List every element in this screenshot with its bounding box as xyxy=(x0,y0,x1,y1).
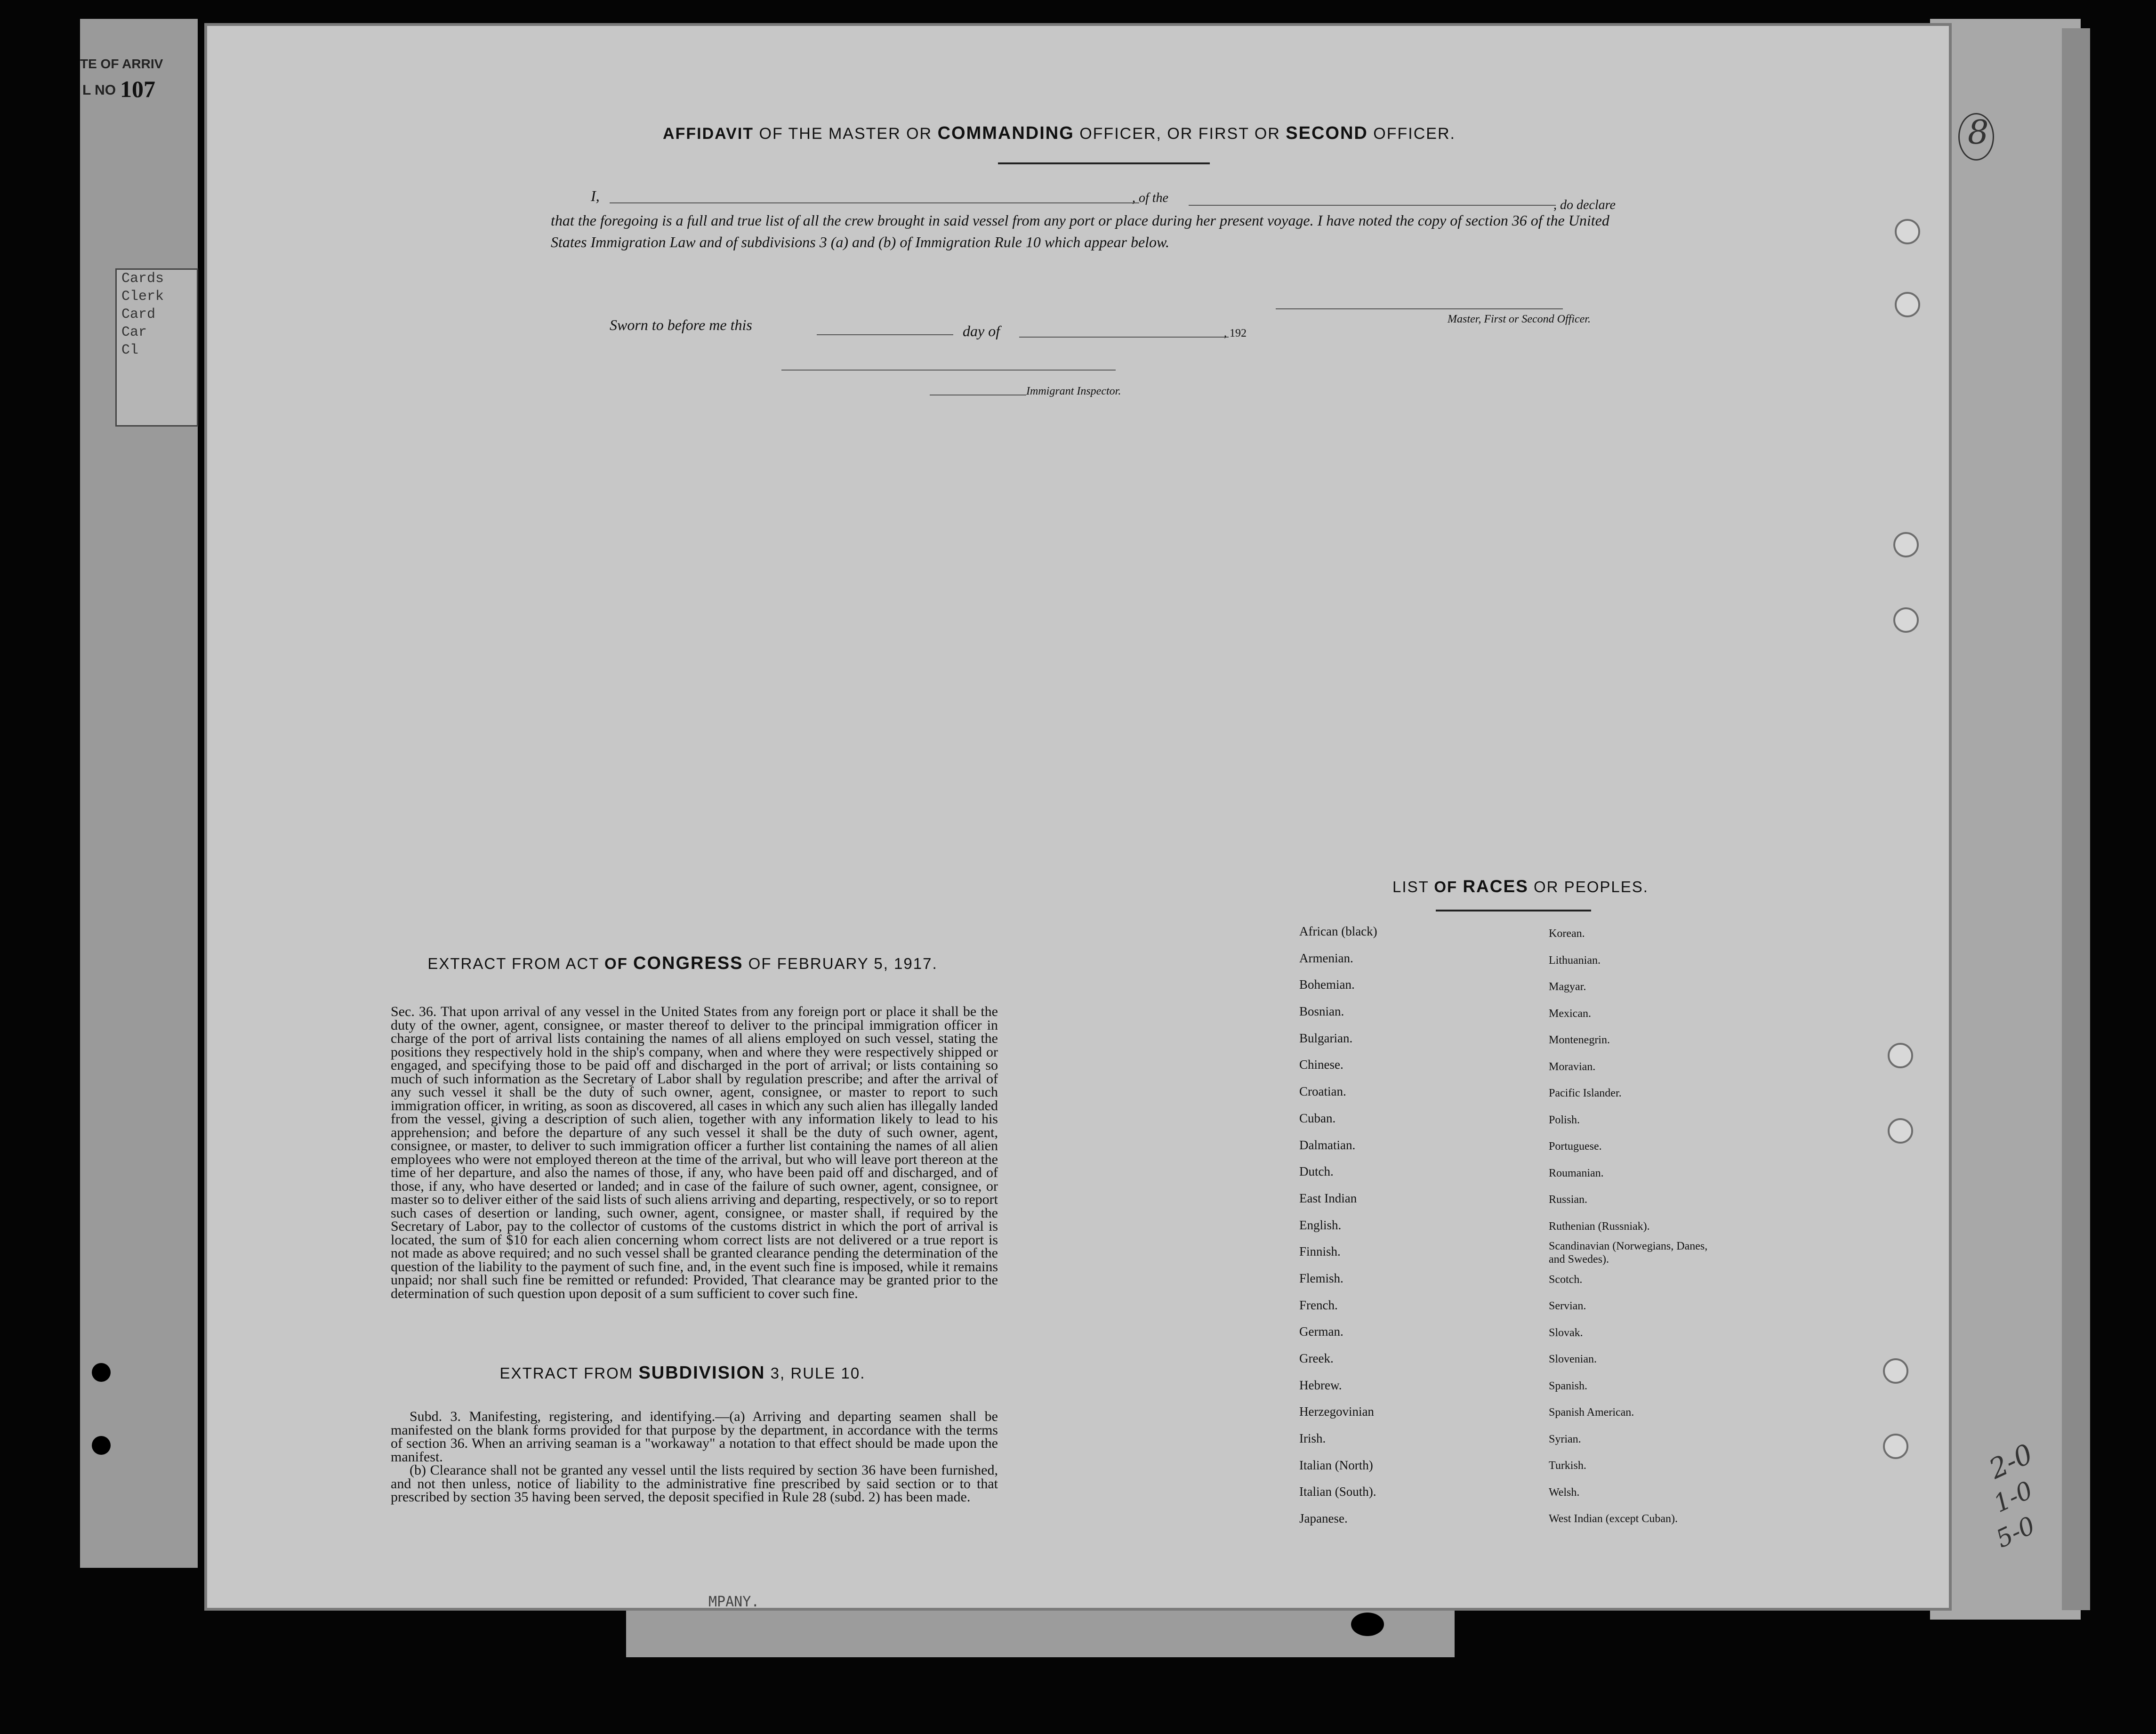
race-item: Italian (South). xyxy=(1299,1484,1376,1499)
race-item: Japanese. xyxy=(1299,1511,1348,1526)
races-title-part: RACES xyxy=(1463,877,1529,896)
race-item: Welsh. xyxy=(1549,1486,1580,1499)
races-title-part: OR PEOPLES. xyxy=(1528,878,1649,895)
race-item: Portuguese. xyxy=(1549,1140,1602,1153)
race-item: Lithuanian. xyxy=(1549,954,1601,967)
race-item: English. xyxy=(1299,1218,1342,1232)
cards-stamp-line: Car xyxy=(121,324,147,340)
section-36-text: Sec. 36. That upon arrival of any vessel in the United States from any foreign port or place it shall be the duty of the owner, agent, consignee, or master thereof to deliver to the principal immigration officer in charge of the port of arrival lists containing the names of all aliens employed on such vessel, stating the positions they respectively hold in the ship's company, when and where they were respectively shipped or engaged, and specifying those to be paid off and discharged in the port of arrival; or lists containing so much of such information as the Secretary of Labor shall by regulation prescribe; and after the arrival of any such vessel it shall be the duty of such owner, agent, consignee, or master to report to such immigration officer, in writing, as soon as discovered, all cases in which any such alien has illegally landed from the vessel, giving a description of such alien, together with any information likely to lead to his apprehension; and before the departure of any such vessel it shall be the duty of such owner, agent, consignee, or master, to deliver to such immigration officer a further list containing the names of all alien employees who were not employed thereon at the time of the arrival, but who will leave port thereon at the time of her departure, and also the names of those, if any, who have been paid off and discharged, and of those, if any, who have deserted or landed; and in case of the failure of such owner, agent, consignee, or master so to deliver either of the said lists of such aliens arriving and departing, respectively, or so to report such cases of desertion or landing, such owner, agent, consignee, or master shall, if required by the Secretary of Labor, pay to the collector of customs of the customs district in which the port of arrival is located, the sum of $10 for each alien concerning whom correct lists are not delivered or a true report is not made as above required; and no such vessel shall be granted clearance pending the determination of the question of the liability to the payment of such fine, and, in the event such fine is imposed, while it remains unpaid; nor shall such fine be remitted or refunded: Provided, That clearance may be granted prior to the determination of such question upon deposit of a sum sufficient to cover such fine. xyxy=(391,1004,998,1301)
extract-act-title xyxy=(367,953,998,974)
binder-ring-hole xyxy=(92,1436,111,1455)
race-item: Ruthenian (Russniak). xyxy=(1549,1220,1650,1233)
race-item: Syrian. xyxy=(1549,1433,1581,1445)
race-item: Chinese. xyxy=(1299,1057,1343,1072)
affidavit-of-the: , of the xyxy=(1132,191,1168,205)
binder-hole xyxy=(1883,1434,1908,1459)
master-signature-line[interactable] xyxy=(1276,308,1563,309)
company-fragment: MPANY. xyxy=(708,1594,760,1610)
race-item: Greek. xyxy=(1299,1351,1334,1365)
race-item: Mexican. xyxy=(1549,1007,1591,1020)
binder-ring-hole xyxy=(1351,1613,1384,1636)
cards-stamp xyxy=(115,268,198,427)
affidavit-do-declare: , do declare xyxy=(1553,198,1616,212)
race-item: Bulgarian. xyxy=(1299,1031,1353,1045)
corner-page-number: 8 xyxy=(1968,113,1989,152)
binder-hole xyxy=(1893,607,1919,633)
cards-stamp-line: Cl xyxy=(121,342,139,358)
cards-stamp-line: Clerk xyxy=(121,289,164,305)
left-strip-number-label: L NO xyxy=(82,82,116,98)
race-item: Flemish. xyxy=(1299,1271,1343,1285)
race-item: Slovenian. xyxy=(1549,1353,1597,1365)
race-item: Armenian. xyxy=(1299,951,1353,965)
race-item: Bohemian. xyxy=(1299,977,1355,992)
race-item: Korean. xyxy=(1549,927,1585,940)
crew-master-name-line[interactable] xyxy=(610,202,1139,203)
race-item: French. xyxy=(1299,1298,1338,1312)
race-item: Cuban. xyxy=(1299,1111,1336,1125)
vessel-name-line[interactable] xyxy=(1189,205,1556,206)
race-item: Finnish. xyxy=(1299,1244,1341,1259)
cards-stamp-line: Cards xyxy=(121,271,164,287)
extract-act-title-part: EXTRACT FROM ACT xyxy=(427,955,605,972)
race-item: African (black) xyxy=(1299,924,1377,938)
race-item: Italian (North) xyxy=(1299,1458,1373,1472)
affidavit-title-part: OFFICER, OR FIRST OR xyxy=(1074,125,1286,143)
race-item: Hebrew. xyxy=(1299,1378,1342,1392)
binder-hole xyxy=(1888,1043,1913,1068)
subdivision-3-text xyxy=(391,1410,998,1504)
race-item: Magyar. xyxy=(1549,981,1586,993)
race-item: Slovak. xyxy=(1549,1326,1583,1339)
races-title-part: OF xyxy=(1434,878,1458,895)
binder-hole xyxy=(1893,532,1919,557)
underlying-sheet-left xyxy=(80,19,198,1568)
underlying-sheet-right xyxy=(1930,19,2081,1620)
affidavit-body: that the foregoing is a full and true list of all the crew brought in said vessel from any port or place during her present voyage. I have noted the copy of section 36 of the United States Immigration Law and of subdivisions 3 (a) and (b) of Immigration Rule 10 which appear below. xyxy=(551,212,1609,250)
race-item: German. xyxy=(1299,1324,1343,1339)
extract-subd-title-part: EXTRACT FROM xyxy=(499,1364,639,1382)
extract-act-title-part: OF xyxy=(604,955,628,972)
underlying-sheet-edge xyxy=(2062,28,2090,1610)
race-item: Pacific Islander. xyxy=(1549,1087,1622,1099)
tally-mark: 1-0 xyxy=(1989,1476,2037,1518)
subdivision-3-para-b: (b) Clearance shall not be granted any vessel until the lists required by section 36 have been furnished, and not then unless, notice of liability to the administrative fine prescribed by said section or to that prescribed by section 35 having been served, the deposit specified in Rule 28 (subd. 2) has been made. xyxy=(391,1462,998,1505)
race-item: Spanish American. xyxy=(1549,1406,1634,1419)
race-item: Spanish. xyxy=(1549,1379,1588,1392)
races-left-column xyxy=(1299,918,1377,1532)
binder-hole xyxy=(1888,1118,1913,1144)
extract-subd-title-part: SUBDIVISION xyxy=(638,1363,765,1383)
race-item: Irish. xyxy=(1299,1431,1326,1446)
race-item: Dutch. xyxy=(1299,1164,1334,1179)
day-of-text: day of xyxy=(963,323,1000,339)
affidavit-i: I, xyxy=(591,187,600,204)
race-item: East Indian xyxy=(1299,1191,1357,1205)
race-item: Polish. xyxy=(1549,1113,1580,1126)
race-item: Scandinavian (Norwegians, Danes, and Swedes). xyxy=(1549,1240,1708,1266)
binder-hole xyxy=(1895,219,1920,244)
affidavit-title-part: AFFIDAVIT xyxy=(663,125,754,143)
master-label: Master, First or Second Officer. xyxy=(1448,313,1591,325)
cards-stamp-line: Card xyxy=(121,306,156,323)
races-title xyxy=(1309,877,1732,896)
race-item: West Indian (except Cuban). xyxy=(1549,1513,1678,1525)
races-title-part: LIST xyxy=(1392,878,1434,895)
sworn-text: Sworn to before me this xyxy=(610,316,752,333)
inspector-signature-line[interactable] xyxy=(781,370,1116,371)
race-item: Moravian. xyxy=(1549,1060,1596,1073)
left-strip-number: 107 xyxy=(120,76,155,102)
affidavit-title-part: SECOND xyxy=(1286,123,1368,143)
race-item: Montenegrin. xyxy=(1549,1034,1610,1046)
affidavit-title xyxy=(518,123,1601,144)
extract-act-title-part xyxy=(628,955,633,972)
race-item: Servian. xyxy=(1549,1300,1586,1312)
affidavit-title-part: OF THE MASTER OR xyxy=(754,125,938,143)
race-item: Turkish. xyxy=(1549,1460,1586,1472)
race-item: Scotch. xyxy=(1549,1273,1583,1286)
tally-mark: 2-0 xyxy=(1984,1437,2038,1485)
year-text: , 192 xyxy=(1224,327,1247,339)
race-item: Herzegovinian xyxy=(1299,1404,1374,1419)
binder-hole xyxy=(1883,1358,1908,1384)
affidavit-title-part: OFFICER. xyxy=(1368,125,1456,143)
extract-subd-title xyxy=(367,1363,998,1383)
affidavit-title-rule xyxy=(998,162,1210,164)
race-item: Bosnian. xyxy=(1299,1004,1344,1019)
race-item: Dalmatian. xyxy=(1299,1137,1356,1152)
races-right-column xyxy=(1549,920,1709,1532)
race-item: Russian. xyxy=(1549,1194,1588,1206)
left-strip-top-text: TE OF ARRIV xyxy=(80,56,163,71)
extract-act-title-part: CONGRESS xyxy=(633,953,743,973)
binder-hole xyxy=(1895,292,1920,317)
inspector-label: Immigrant Inspector. xyxy=(1026,385,1121,397)
tally-mark: 5-0 xyxy=(1992,1511,2040,1554)
sworn-day-line[interactable] xyxy=(817,334,953,335)
sworn-month-line[interactable] xyxy=(1019,337,1229,338)
subdivision-3-para-a: Subd. 3. Manifesting, registering, and identifying.—(a) Arriving and departing seamen shall be manifested on the blank forms provided for that purpose by the department, in accordance with the terms of section 36. When an arriving seaman is a "workaway" a notation to that effect should be made upon the manifest. xyxy=(391,1409,998,1465)
extract-subd-title-part: 3, RULE 10. xyxy=(765,1364,866,1382)
race-item: Roumanian. xyxy=(1549,1167,1604,1179)
race-item: Croatian. xyxy=(1299,1084,1346,1099)
affidavit-title-part: COMMANDING xyxy=(937,123,1074,143)
extract-act-title-part: OF FEBRUARY 5, 1917. xyxy=(743,955,938,972)
binder-ring-hole xyxy=(92,1363,111,1382)
races-title-part xyxy=(1457,878,1463,895)
races-title-rule xyxy=(1436,910,1591,911)
